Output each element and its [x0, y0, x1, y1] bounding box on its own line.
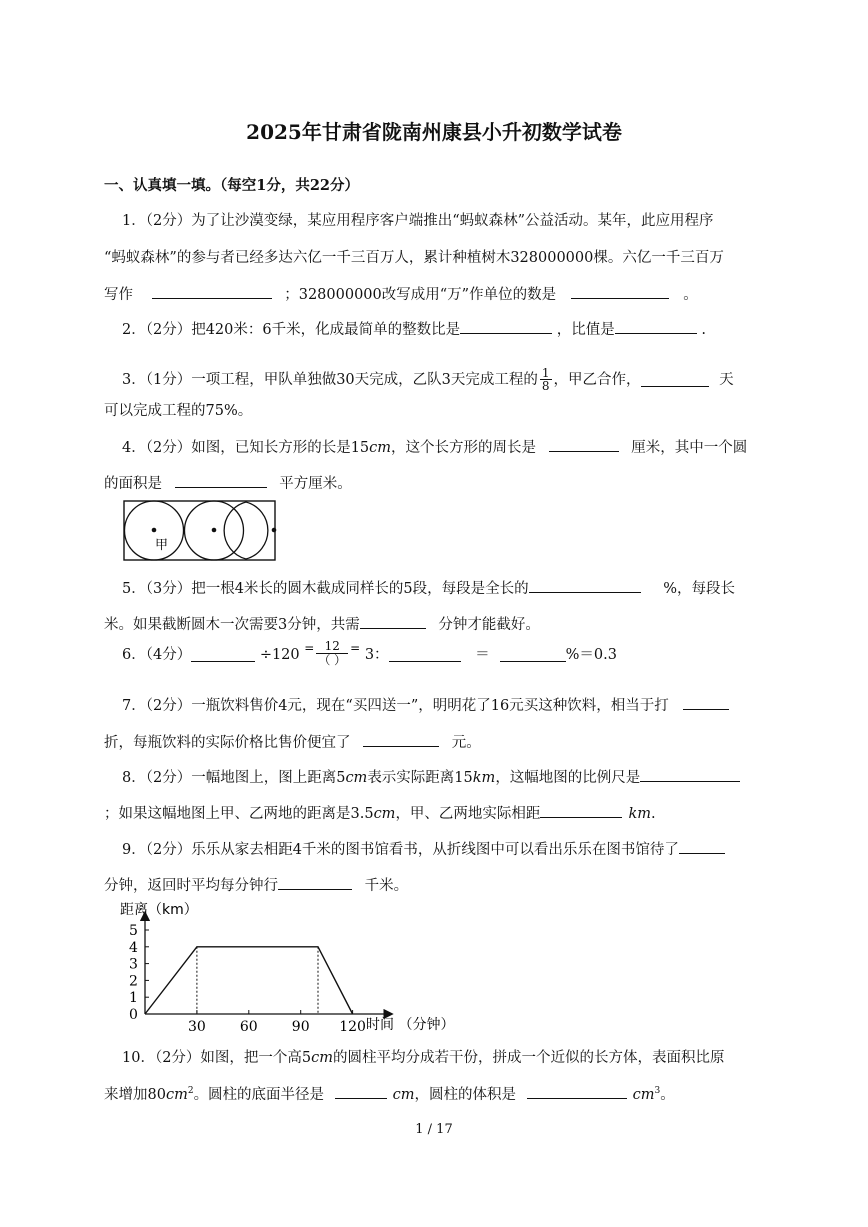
q7-text: 7．（2分）一瓶饮料售价4元，现在“买四送一”，明明花了16元买这种饮料，相当于打	[122, 698, 669, 714]
q10-unit: cm	[165, 1087, 188, 1103]
q10-unit: cm	[392, 1087, 415, 1103]
q8-line2	[104, 802, 656, 823]
q8-blank-2[interactable]	[540, 803, 622, 818]
y-tick-label: 2	[129, 973, 138, 990]
q10-blank-2[interactable]	[527, 1084, 627, 1099]
q3-blank[interactable]	[641, 372, 709, 387]
q7-text: 折，每瓶饮料的实际价格比售价便宜了	[104, 735, 351, 751]
y-tick-label: 5	[129, 923, 138, 939]
q5-text: %，每段长	[663, 581, 736, 597]
q6-text: ÷120	[259, 647, 300, 664]
q9-text: 分钟，返回时平均每分钟行	[104, 878, 278, 894]
q6-text: ＝	[475, 647, 490, 664]
q6-blank-1[interactable]	[191, 647, 255, 662]
x-tick-label: 60	[239, 1019, 258, 1035]
q1-line3	[104, 283, 698, 304]
q4-text: 平方厘米。	[279, 476, 352, 492]
q9-blank-1[interactable]	[679, 839, 725, 854]
q10-text: 10．（2分）如图，把一个高5	[122, 1050, 312, 1066]
q8-unit: cm	[373, 806, 396, 822]
q3-text: ，甲乙合作，	[553, 372, 641, 388]
q5-blank-2[interactable]	[360, 614, 426, 629]
q6-blank-3[interactable]	[500, 647, 566, 662]
q1-blank-1[interactable]	[152, 284, 272, 299]
page-number: 1 / 17	[415, 1122, 453, 1137]
q8-unit: km	[472, 770, 496, 786]
circle-label: 甲	[155, 538, 169, 553]
q5-line2	[104, 613, 540, 634]
q8-text: 表示实际距离15	[367, 770, 473, 786]
q10-unit: cm	[632, 1087, 655, 1103]
y-tick-label: 1	[129, 990, 138, 1007]
q10-line1	[122, 1046, 725, 1067]
q7-blank-1[interactable]	[683, 695, 729, 710]
q1-text: 写作	[104, 287, 133, 303]
q8-unit: km	[628, 806, 651, 822]
q4-blank-2[interactable]	[175, 473, 267, 488]
y-tick-label: 3	[129, 956, 138, 973]
q2-line	[122, 318, 706, 339]
q4-unit: cm	[369, 440, 392, 456]
q2-blank-1[interactable]	[460, 319, 552, 334]
q1-line1: 1．（2分）为了让沙漠变绿，某应用程序客户端推出“蚂蚁森林”公益活动。某年，此应用程序	[122, 213, 714, 229]
q6-equals: =	[304, 641, 315, 655]
chart-ticks	[129, 923, 366, 1035]
q8-unit: cm	[345, 770, 368, 786]
q4-line1	[122, 436, 747, 457]
x-tick-label: 120	[339, 1019, 366, 1035]
q6-text: %＝0.3	[565, 647, 617, 664]
q2-blank-2[interactable]	[615, 319, 697, 334]
chart-guides	[197, 947, 318, 1014]
q5-text: 分钟才能截好。	[438, 617, 540, 633]
y-axis-label: 距离（km）	[120, 902, 198, 918]
q9-line2	[104, 874, 408, 895]
q9-text: 千米。	[364, 878, 409, 894]
q5-blank-1[interactable]	[529, 578, 641, 593]
q7-text: 元。	[451, 735, 481, 751]
q9-text: 9．（2分）乐乐从家去相距4千米的图书馆看书，从折线图中可以看出乐乐在图书馆待了	[122, 842, 679, 858]
q10-unit: cm	[311, 1050, 334, 1066]
y-tick-label: 4	[129, 939, 138, 956]
q10-superscript: 3	[654, 1086, 661, 1097]
q6-fraction: $\frac{12}{( )}$	[318, 639, 347, 667]
q10-text: 来增加80	[104, 1087, 166, 1103]
q8-text: ；如果这幅地图上甲、乙两地的距离是3.5	[104, 806, 374, 822]
q8-blank-1[interactable]	[640, 767, 740, 782]
q10-blank-1[interactable]	[335, 1084, 387, 1099]
q8-text: 8．（2分）一幅地图上，图上距离5	[122, 770, 346, 786]
q10-text: ，圆柱的体积是	[414, 1087, 517, 1103]
y-tick-label: 0	[129, 1007, 138, 1023]
q6-text: 6．（4分）	[122, 647, 192, 664]
q8-text: .	[650, 806, 656, 822]
q4-text: ，这个长方形的周长是	[391, 440, 537, 456]
q2-text: 2．（2分）把420米：6千米，化成最简单的整数比是	[122, 322, 461, 338]
q4-line2	[104, 472, 352, 493]
q7-line1	[122, 694, 729, 715]
q8-text: ，甲、乙两地实际相距	[395, 806, 541, 822]
q10-superscript: 2	[187, 1086, 194, 1097]
q10-text: 。圆柱的底面半径是	[193, 1087, 325, 1103]
q6-line	[122, 640, 617, 684]
q1-line2: “蚂蚁森林”的参与者已经多达六亿一千三百万人，累计种植树木328000000棵。六亿一千三百万	[104, 250, 724, 266]
q6-blank-2[interactable]	[389, 647, 461, 662]
x-tick-label: 90	[291, 1019, 310, 1035]
distance-time-line-chart	[100, 898, 480, 1040]
q4-text: 的面积是	[104, 476, 162, 492]
q1-text: ；328000000改写成用“万”作单位的数是	[284, 287, 557, 303]
q3-text: 3．（1分）一项工程，甲队单独做30天完成，乙队3天完成工程的	[122, 372, 538, 388]
q5-line1	[122, 577, 735, 598]
q4-blank-1[interactable]	[549, 437, 619, 452]
page-title: 2025年甘肃省陇南州康县小升初数学试卷	[246, 120, 622, 144]
q7-line2	[104, 731, 481, 752]
q3-fraction: $\frac{1}{8}$	[541, 365, 550, 394]
q6-equals: =	[350, 641, 361, 655]
q9-blank-2[interactable]	[278, 875, 352, 890]
q3-line1	[122, 343, 734, 393]
distance-line	[145, 947, 353, 1014]
chart-series	[145, 947, 353, 1014]
x-axis-label: 时间 （分钟）	[366, 1017, 455, 1033]
q1-text: 。	[683, 287, 698, 303]
q8-text: ，这幅地图的比例尺是	[495, 770, 641, 786]
rectangle-circles-figure	[122, 500, 278, 562]
q4-text: 厘米，其中一个圆	[631, 440, 748, 456]
q6-text: 3：	[364, 647, 389, 664]
chart-axes	[145, 916, 389, 1014]
q10-text: 的圆柱平均分成若干份，拼成一个近似的长方体，表面积比原	[333, 1050, 725, 1066]
q10-text: 。	[660, 1087, 675, 1103]
q2-text: ，比值是	[556, 322, 615, 338]
q10-line2	[104, 1083, 675, 1104]
q7-blank-2[interactable]	[363, 732, 439, 747]
q5-text: 米。如果截断圆木一次需要3分钟，共需	[104, 617, 360, 633]
x-tick-label: 30	[187, 1019, 206, 1035]
q3-text: 天	[719, 372, 734, 388]
q2-text: .	[701, 322, 706, 338]
q9-line1	[122, 838, 725, 859]
q5-text: 5．（3分）把一根4米长的圆木截成同样长的5段，每段是全长的	[122, 581, 529, 597]
q8-line1	[122, 766, 740, 787]
q1-blank-2[interactable]	[571, 284, 669, 299]
section-heading: 一、认真填一填。（每空1分，共22分）	[104, 177, 360, 194]
q3-line2: 可以完成工程的75%。	[104, 403, 253, 419]
q4-text: 4．（2分）如图，已知长方形的长是15	[122, 440, 370, 456]
